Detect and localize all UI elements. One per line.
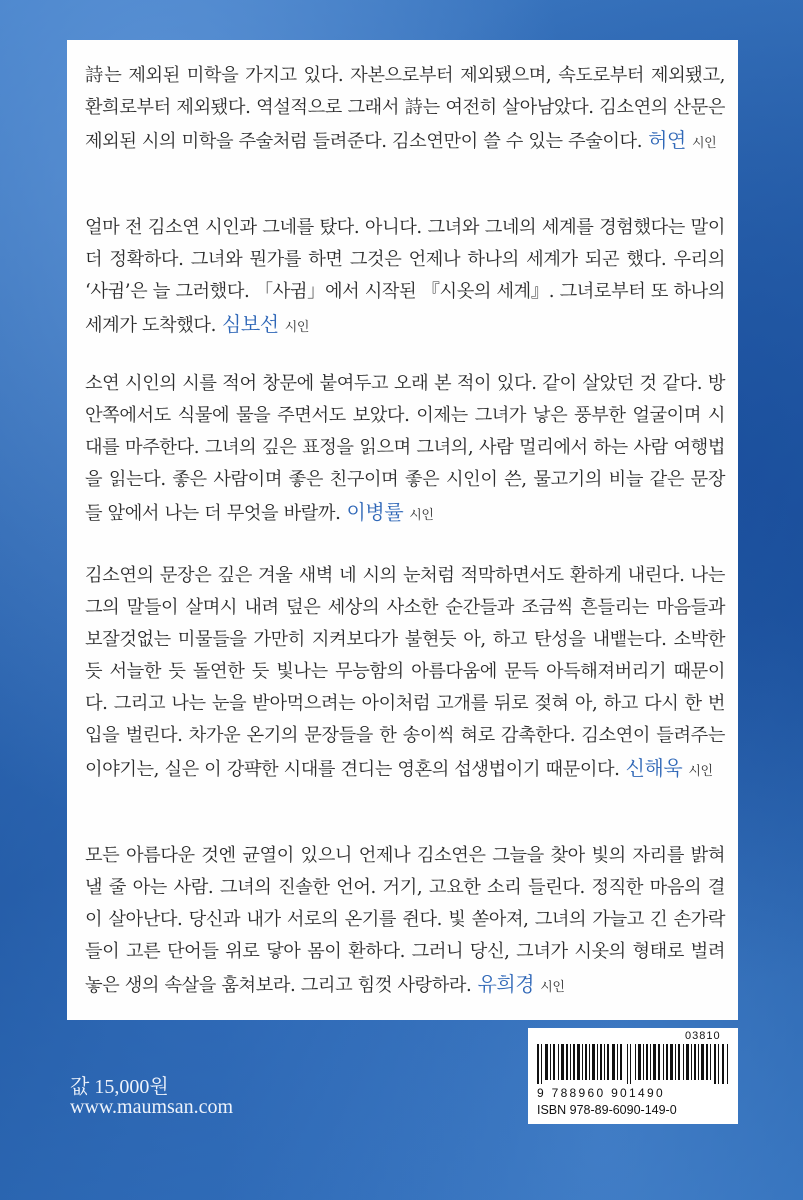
review-2	[85, 212, 725, 344]
review-3	[85, 368, 725, 532]
review-author: 유희경	[477, 972, 535, 996]
review-4	[85, 560, 725, 788]
publisher-website[interactable]: www.maumsan.com	[70, 1096, 234, 1118]
barcode-icon	[537, 1044, 731, 1084]
review-text: 김소연의 문장은 깊은 겨울 새벽 네 시의 눈처럼 적막하면서도 환하게 내린다. 나는 그의 말들이 살며시 내려 덮은 세상의 사소한 순간들과 조금씩 흔들리는 마음들과 보잘것없는 미물들을 가만히 지켜보다가 불현듯 아, 하고 탄성을 내뱉는다. 소박한 듯 서늘한 듯 돌연한 듯 빛나는 무능함의 아름다움에 문득 아득해져버리기 때문이다. 그리고 나는 눈을 받아먹으려는 아이처럼 고개를 뒤로 젖혀 아, 하고 다시 한 번 입을 벌린다. 차가운 온기의 문장들을 한 송이씩 혀로 감촉한다. 김소연이 들려주는 이야기는, 실은 이 강퍅한 시대를 견디는 영혼의 섭생법이기 때문이다.	[85, 565, 725, 780]
reviews-panel	[67, 40, 738, 1020]
review-author-role: 시인	[540, 980, 565, 995]
review-author: 신해욱	[625, 756, 683, 780]
review-1	[85, 60, 725, 160]
review-author-role: 시인	[409, 508, 434, 523]
isbn-label: ISBN 978-89-6090-149-0	[537, 1103, 677, 1117]
review-author-role: 시인	[284, 320, 310, 335]
review-author-role: 시인	[688, 764, 713, 779]
review-author: 이병률	[346, 500, 404, 524]
review-author: 허연	[648, 128, 686, 152]
review-author-role: 시인	[691, 136, 717, 151]
review-5	[85, 840, 725, 1004]
barcode-addon-number: 03810	[685, 1030, 721, 1042]
review-text: 모든 아름다운 것엔 균열이 있으니 언제나 김소연은 그늘을 찾아 빛의 자리를 밝혀낼 줄 아는 사람. 그녀의 진솔한 언어. 거기, 고요한 소리 들린다. 정직한 마음의 결이 살아난다. 당신과 내가 서로의 온기를 쥔다. 빛 쏟아져, 그녀의 가늘고 긴 손가락들이 고른 단어들 위로 닿아 몸이 환하다. 그러니 당신, 그녀가 시옷의 형태로 벌려놓은 생의 속살을 훔쳐보라. 그리고 힘껏 사랑하라.	[85, 845, 725, 996]
barcode-number: 9 788960 901490	[537, 1086, 665, 1100]
review-text: 얼마 전 김소연 시인과 그네를 탔다. 아니다. 그녀와 그네의 세계를 경험했다는 말이 더 정확하다. 그녀와 뭔가를 하면 그것은 언제나 하나의 세계가 되곤 했다. 우리의 ‘사귐’은 늘 그러했다. 「사귐」에서 시작된 『시옷의 세계』. 그녀로부터 또 하나의 세계가 도착했다.	[85, 217, 725, 336]
review-text: 소연 시인의 시를 적어 창문에 붙여두고 오래 본 적이 있다. 같이 살았던 것 같다. 방 안쪽에서도 식물에 물을 주면서도 보았다. 이제는 그녀가 낳은 풍부한 얼굴이며 시대를 마주한다. 그녀의 깊은 표정을 읽으며 그녀의, 사람 멀리에서 하는 사람 여행법을 읽는다. 좋은 사람이며 좋은 친구이며 좋은 시인이 쓴, 물고기의 비늘 같은 문장들 앞에서 나는 더 무엇을 바랄까.	[85, 373, 725, 524]
review-author: 심보선	[221, 312, 279, 336]
review-text: 詩는 제외된 미학을 가지고 있다. 자본으로부터 제외됐으며, 속도로부터 제외됐고, 환희로부터 제외됐다. 역설적으로 그래서 詩는 여전히 살아남았다. 김소연의 산문은 제외된 시의 미학을 주술처럼 들려준다. 김소연만이 쓸 수 있는 주술이다.	[85, 65, 725, 152]
price: 값 15,000원	[70, 1076, 169, 1098]
